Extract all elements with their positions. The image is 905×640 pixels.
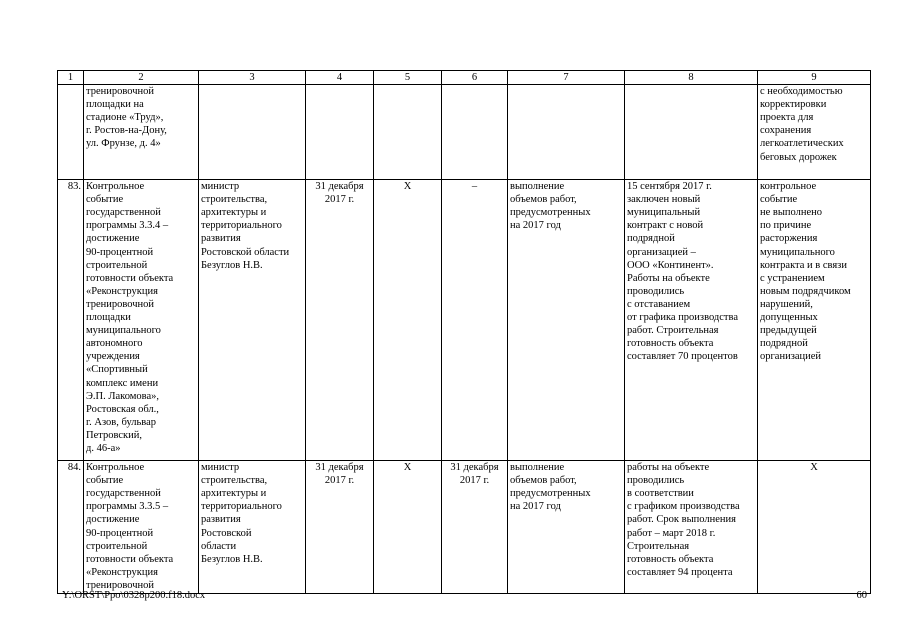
- header-cell-1: 1: [58, 71, 84, 85]
- header-cell-4: 4: [306, 71, 374, 85]
- col8-cell: [625, 85, 758, 180]
- footer-file-path: Y:\ORST\Ppo\0328p200.f18.docx: [62, 590, 206, 601]
- responsible-cell: министр строительства, архитектуры и территориального развития Ростовской области Безуглов Н.В.: [199, 180, 306, 461]
- row-number-cell: 83.: [58, 180, 84, 461]
- event-cell: тренировочной площадки на стадионе «Труд», г. Ростов-на-Дону, ул. Фрунзе, д. 4»: [84, 85, 199, 180]
- header-cell-8: 8: [625, 71, 758, 85]
- col6-cell: 31 декабря 2017 г.: [442, 461, 508, 594]
- col9-cell: X: [758, 461, 871, 594]
- col5-cell: [374, 85, 442, 180]
- header-cell-6: 6: [442, 71, 508, 85]
- table-row-83: [58, 180, 871, 461]
- footer-page-number: 60: [856, 590, 867, 601]
- col6-cell: [442, 85, 508, 180]
- col7-cell: выполнение объемов работ, предусмотренных на 2017 год: [508, 461, 625, 594]
- table-header-row: [58, 71, 871, 85]
- table-row-84: [58, 461, 871, 594]
- table-row-continuation: [58, 85, 871, 180]
- responsible-cell: [199, 85, 306, 180]
- header-cell-3: 3: [199, 71, 306, 85]
- plan-date-cell: 31 декабря 2017 г.: [306, 461, 374, 594]
- col7-cell: выполнение объемов работ, предусмотренных на 2017 год: [508, 180, 625, 461]
- col9-cell: с необходимостью корректировки проекта для сохранения легкоатлетических беговых дорожек: [758, 85, 871, 180]
- responsible-cell: министр строительства, архитектуры и территориального развития Ростовской области Безуглов Н.В.: [199, 461, 306, 594]
- col8-cell: работы на объекте проводились в соответствии с графиком производства работ. Срок выполнения работ – март 2018 г. Строительная готовность объекта составляет 94 процента: [625, 461, 758, 594]
- plan-date-cell: 31 декабря 2017 г.: [306, 180, 374, 461]
- report-table: [57, 70, 871, 594]
- plan-date-cell: [306, 85, 374, 180]
- col6-cell: –: [442, 180, 508, 461]
- col8-cell: 15 сентября 2017 г. заключен новый муниципальный контракт с новой подрядной организацией – ООО «Континент». Работы на объекте проводились с отставанием от графика производства работ. Строительная готовность объекта составляет 70 процентов: [625, 180, 758, 461]
- header-cell-7: 7: [508, 71, 625, 85]
- row-number-cell: [58, 85, 84, 180]
- col7-cell: [508, 85, 625, 180]
- col5-cell: X: [374, 461, 442, 594]
- row-number-cell: 84.: [58, 461, 84, 594]
- col5-cell: X: [374, 180, 442, 461]
- header-cell-2: 2: [84, 71, 199, 85]
- event-cell: Контрольное событие государственной программы 3.3.5 – достижение 90-процентной строительной готовности объекта «Реконструкция тренировочной: [84, 461, 199, 594]
- header-cell-5: 5: [374, 71, 442, 85]
- col9-cell: контрольное событие не выполнено по причине расторжения муниципального контракта и в связи с устранением новым подрядчиком нарушений, допущенных предыдущей подрядной организацией: [758, 180, 871, 461]
- event-cell: Контрольное событие государственной программы 3.3.4 – достижение 90-процентной строительной готовности объекта «Реконструкция тренировочной площадки муниципального автономного учреждения «Спортивный комплекс имени Э.П. Лакомова», Ростовская обл., г. Азов, бульвар Петровский, д. 46-а»: [84, 180, 199, 461]
- header-cell-9: 9: [758, 71, 871, 85]
